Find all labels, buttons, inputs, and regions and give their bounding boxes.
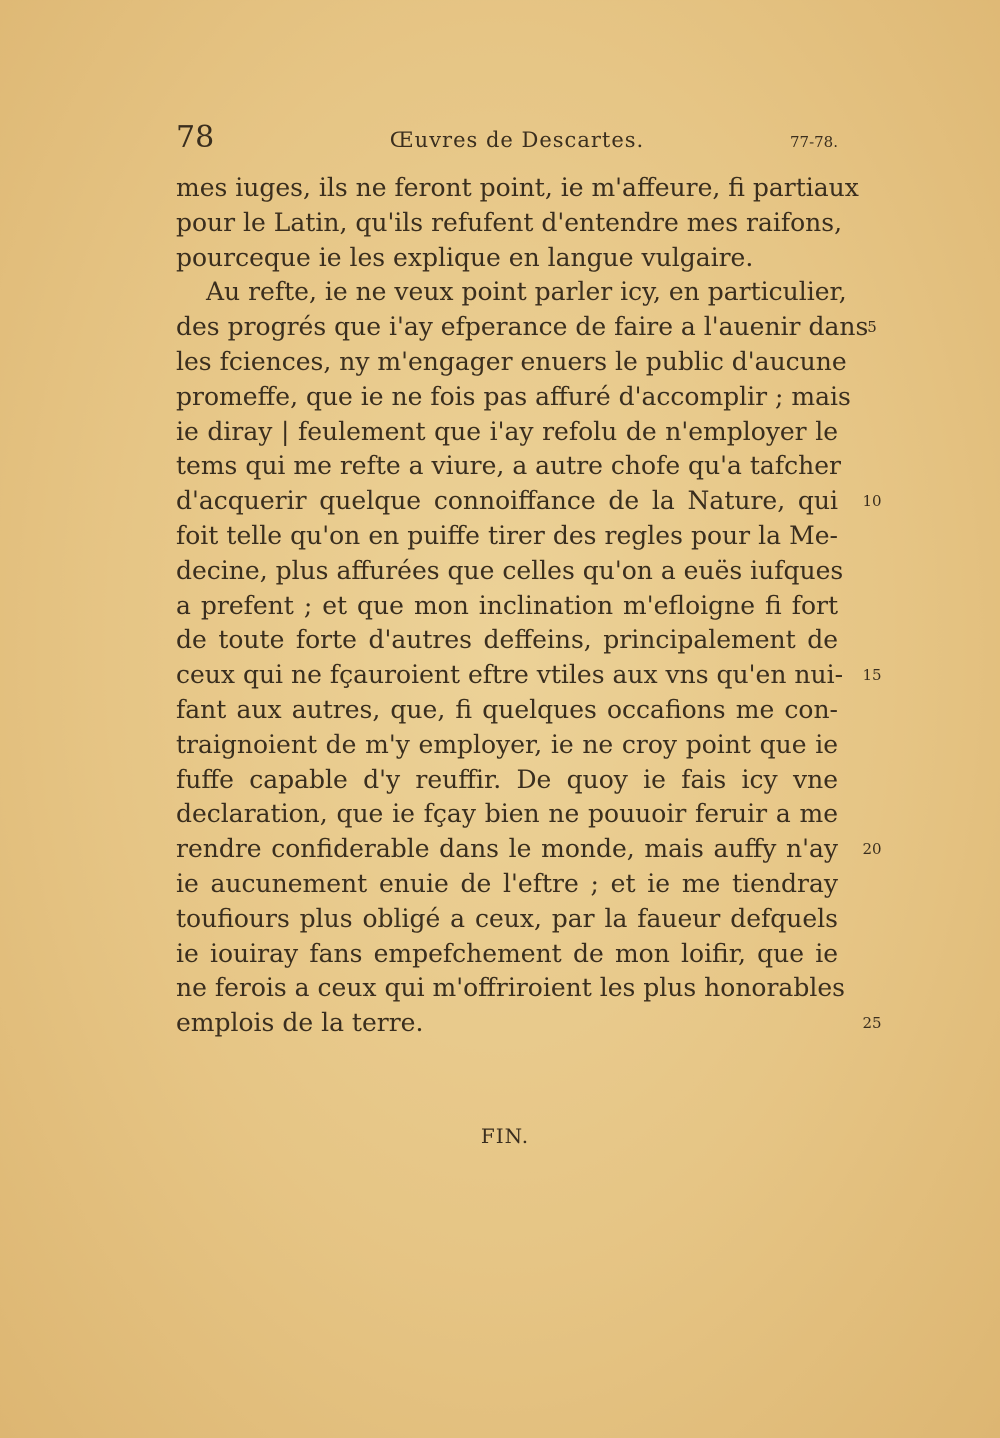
running-head xyxy=(176,118,838,162)
text-line: promeffe, que ie ne fois pas affuré d'accomplir ; mais xyxy=(176,381,851,411)
text-line: emplois de la terre. xyxy=(176,1008,424,1038)
text-line: Au refte, ie ne veux point parler icy, en particulier, xyxy=(206,277,847,307)
text-line: declaration, que ie fçay bien ne pouuoir feruir a me xyxy=(176,799,838,829)
text-line: les fciences, ny m'engager enuers le public d'aucune xyxy=(176,346,847,376)
line-number: 20 xyxy=(862,840,882,859)
text-line: ie diray | feulement que i'ay refolu de n'employer le xyxy=(176,416,838,446)
line-number: 15 xyxy=(862,666,882,685)
line-number: 25 xyxy=(862,1014,882,1033)
line-number: 10 xyxy=(862,492,882,511)
page-reference: 77-78. xyxy=(789,133,838,151)
text-line: ceux qui ne fçauroient eftre vtiles aux vns qu'en nui- xyxy=(176,660,844,690)
text-line: rendre confiderable dans le monde, mais auffy n'ay xyxy=(176,834,838,864)
text-line: tems qui me refte a viure, a autre chofe qu'a tafcher xyxy=(176,451,841,481)
running-title: Œuvres de Descartes. xyxy=(389,128,645,152)
text-line: ne ferois a ceux qui m'offriroient les plus honorables xyxy=(176,973,845,1003)
line-number: 5 xyxy=(867,318,877,337)
text-line: foit telle qu'on en puiffe tirer des regles pour la Me- xyxy=(176,520,838,550)
text-line: a prefent ; et que mon inclination m'efloigne fi fort xyxy=(176,590,838,620)
text-line: pourceque ie les explique en langue vulgaire. xyxy=(176,242,754,272)
text-line: d'acquerir quelque connoiffance de la Nature, qui xyxy=(176,486,838,516)
text-line: ie aucunement enuie de l'eftre ; et ie me tiendray xyxy=(176,868,838,898)
text-line: decine, plus affurées que celles qu'on a euës iufques xyxy=(176,555,844,585)
text-line: mes iuges, ils ne feront point, ie m'affeure, fi partiaux xyxy=(176,173,859,202)
text-line: pour le Latin, qu'ils refufent d'entendre mes raifons, xyxy=(176,207,843,237)
text-line: fuffe capable d'y reuffir. De quoy ie fais icy vne xyxy=(176,764,838,794)
fin-label: FIN. xyxy=(480,1124,530,1148)
text-line: fant aux autres, que, fi quelques occafions me con- xyxy=(176,694,838,724)
text-line: de toute forte d'autres deffeins, principalement de xyxy=(176,625,838,655)
page-number: 78 xyxy=(176,120,215,155)
text-line: ie iouiray fans empefchement de mon loifir, que ie xyxy=(176,938,838,968)
body-text xyxy=(176,171,869,1041)
text-line: traignoient de m'y employer, ie ne croy point que ie xyxy=(176,729,838,759)
text-line: des progrés que i'ay efperance de faire a l'auenir dans xyxy=(176,312,869,342)
text-line: toufiours plus obligé a ceux, par la faueur defquels xyxy=(176,903,838,933)
